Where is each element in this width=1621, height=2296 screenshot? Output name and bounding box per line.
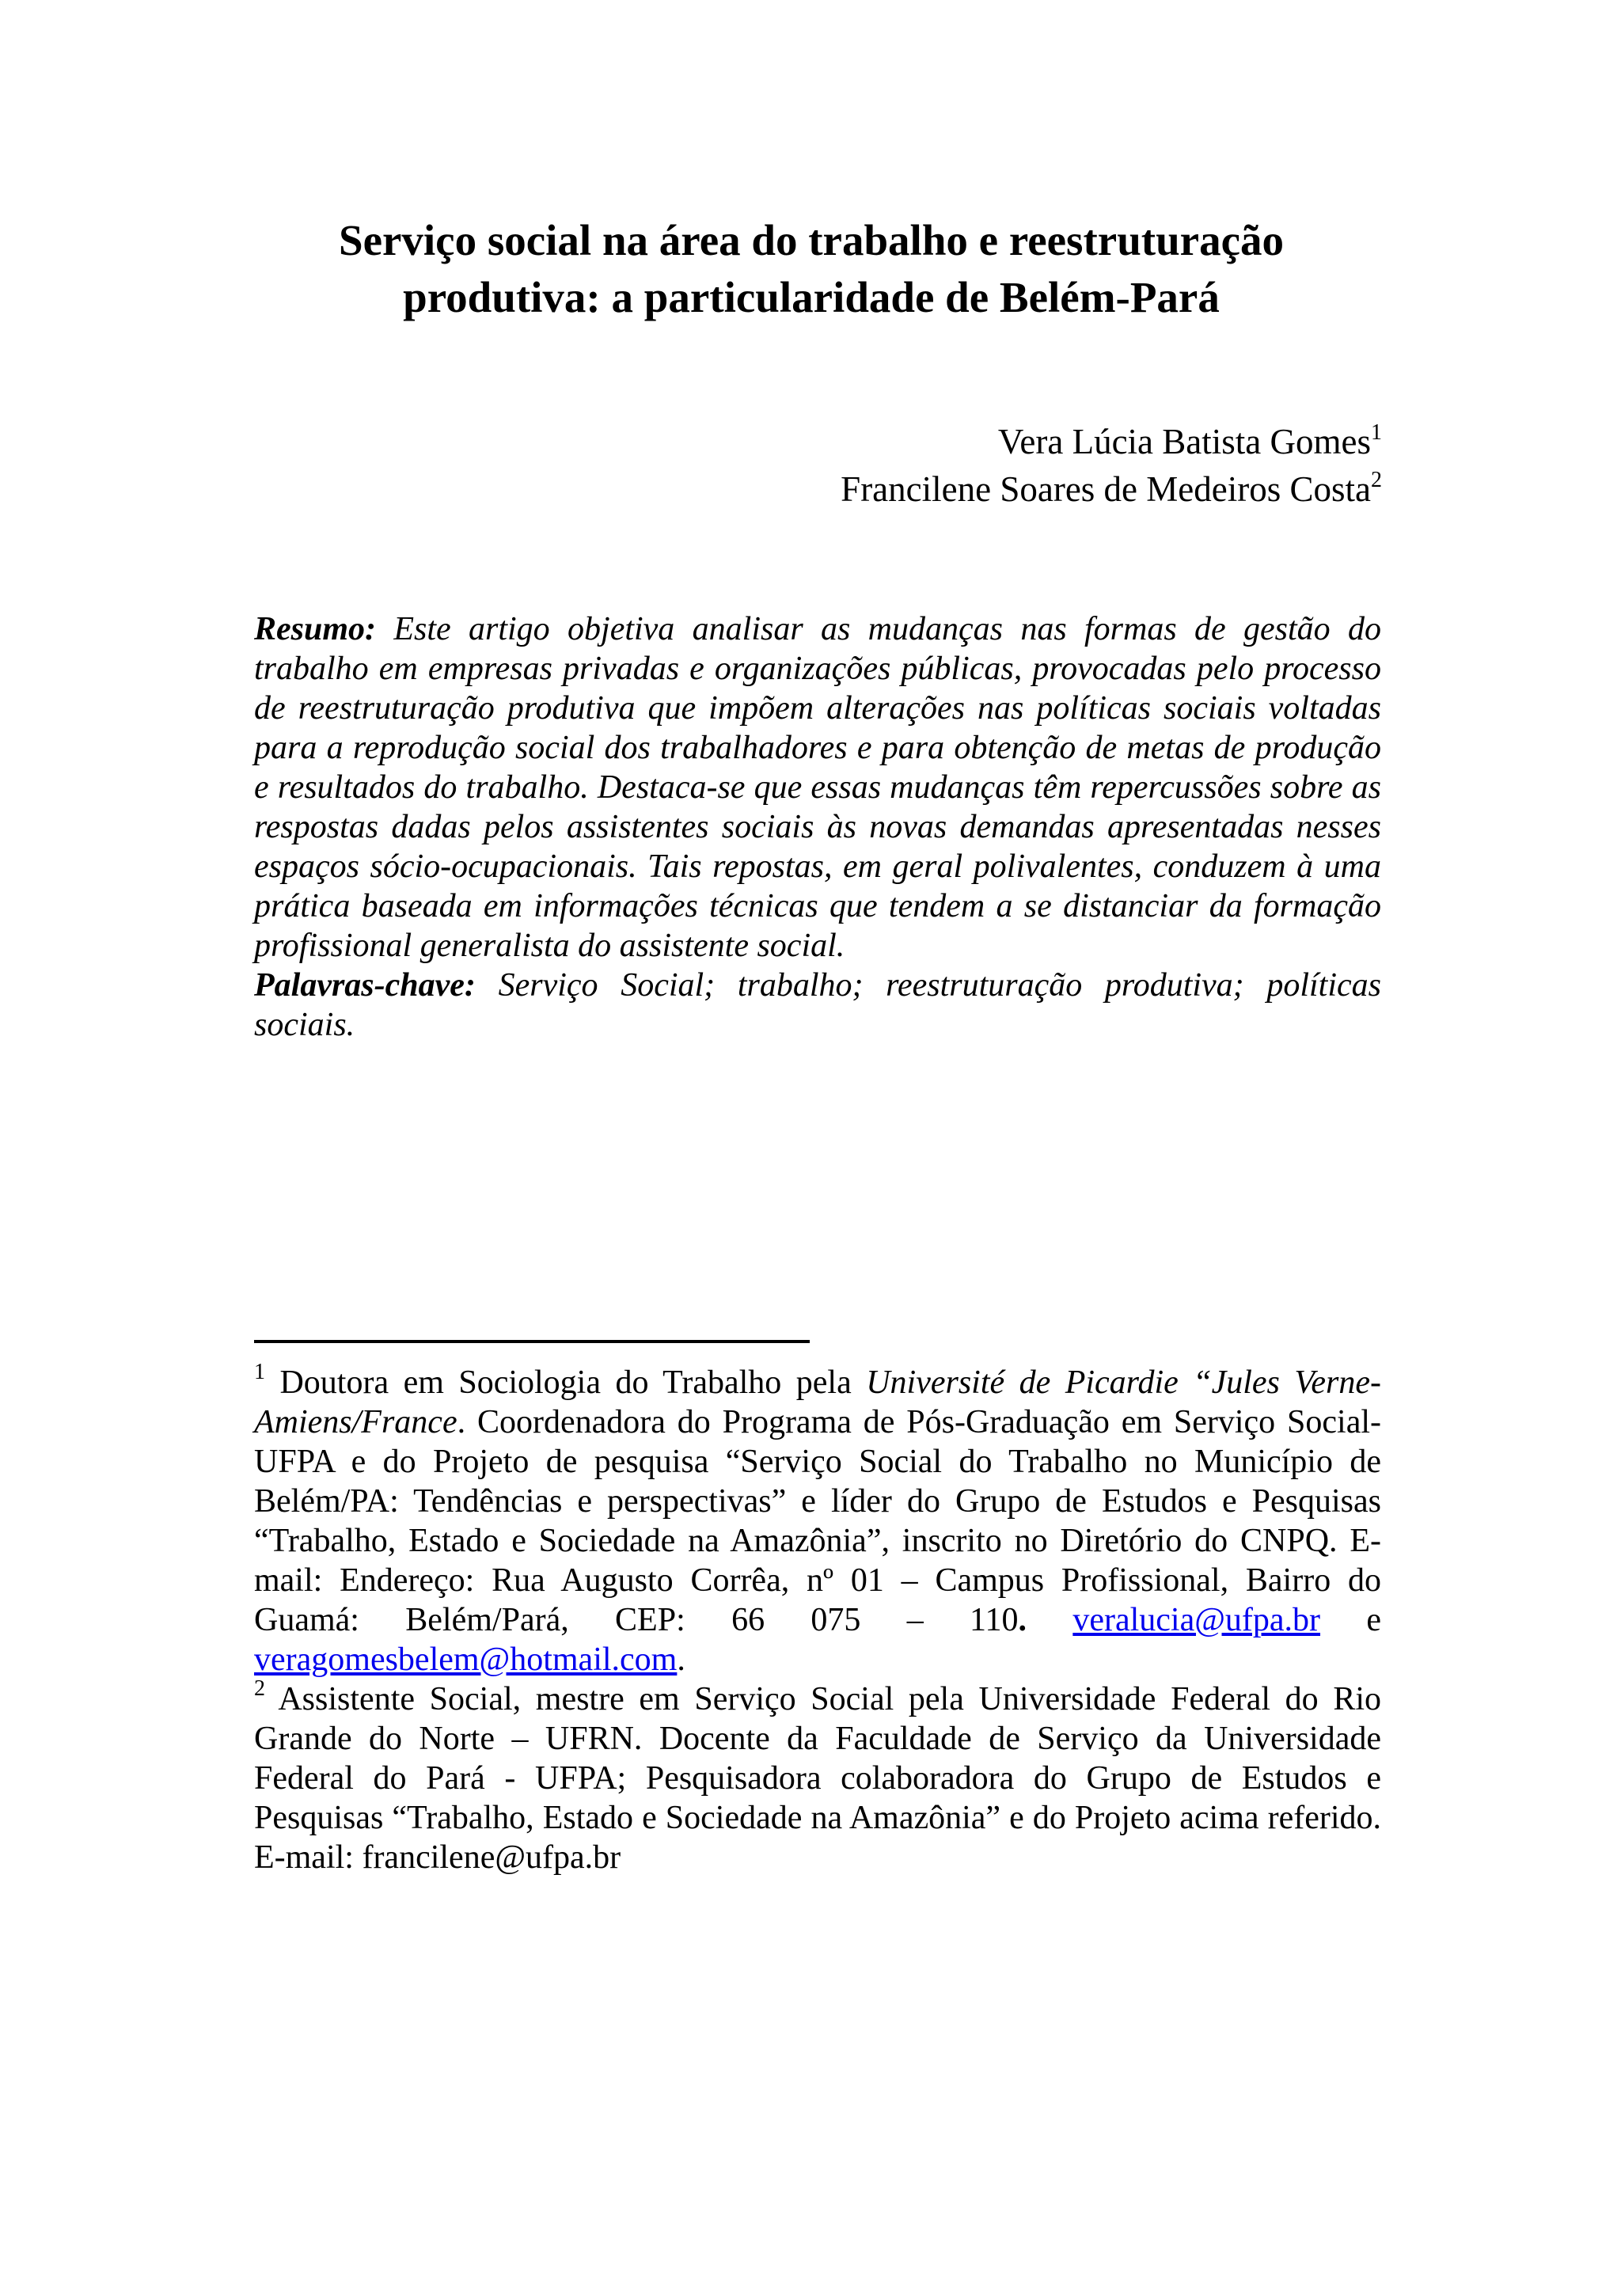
footnote-2-text: Assistente Social, mestre em Serviço Social pela Universidade Federal do Rio Grande do Norte – UFRN. Docente da Faculdade de Serviço da Universidade Federal do Pará - UFPA; Pesquisadora colaboradora do Grupo de Estudos e Pesquisas “Trabalho, Estado e Sociedade na Amazônia” e do Projeto acima referido. E-mail: francilene@ufpa.br <box>254 1681 1382 1876</box>
footnotes <box>254 1360 1382 1877</box>
author-2-footnote-mark[interactable]: 2 <box>1371 468 1382 492</box>
footnote-separator <box>254 1340 810 1343</box>
email-link-veralucia[interactable]: veralucia@ufpa.br <box>1072 1602 1321 1638</box>
author-2-name: Francilene Soares de Medeiros Costa <box>841 469 1371 509</box>
footnote-1-institution: Université de Picardie “Jules Verne-Amiens/France <box>254 1364 1381 1440</box>
title-line-2: produtiva: a particularidade de Belém-Pará <box>403 273 1220 321</box>
abstract <box>254 609 1381 1045</box>
abstract-label: Resumo: <box>254 611 377 647</box>
footnote-1-joiner: e <box>1320 1602 1381 1638</box>
author-list <box>841 418 1382 513</box>
abstract-text: Este artigo objetiva analisar as mudanças nas formas de gestão do trabalho em empresas privadas e organizações públicas, provocadas pelo processo de reestruturação produtiva que impõem alterações nas políticas sociais voltadas para a reprodução social dos trabalhadores e para obtenção de metas de produção e resultados do trabalho. Destaca-se que essas mudanças têm repercussões sobre as respostas dadas pelos assistentes sociais às novas demandas apresentadas nesses espaços sócio-ocupacionais. Tais repostas, em geral polivalentes, conduzem à uma prática baseada em informações técnicas que tendem a se distanciar da formação profissional generalista do assistente social. <box>254 611 1382 964</box>
email-link-veragomesbelem[interactable]: veragomesbelem@hotmail.com <box>254 1641 678 1678</box>
footnote-1-text: . Coordenadora do Programa de Pós-Graduação em Serviço Social-UFPA e do Projeto de pesquisa “Serviço Social do Trabalho no Município de Belém/PA: Tendências e perspectivas” e líder do Grupo de Estudos e Pesquisas “Trabalho, Estado e Sociedade na Amazônia”, inscrito no Diretório do CNPQ. E-mail: Endereço: Rua Augusto Corrêa, nº 01 – Campus Profissional, Bairro do Guamá: Belém/Pará, CEP: 66 075 – 110 <box>254 1404 1381 1638</box>
footnote-1-end-dot: . <box>1018 1602 1027 1638</box>
author-1-footnote-mark[interactable]: 1 <box>1371 420 1382 445</box>
author-2 <box>841 465 1382 513</box>
title-line-1: Serviço social na área do trabalho e reestruturação <box>338 216 1285 264</box>
footnote-2-mark: 2 <box>254 1676 265 1701</box>
keywords-label: Palavras-chave: <box>254 967 476 1004</box>
author-1-name: Vera Lúcia Batista Gomes <box>997 422 1371 461</box>
footnote-1-mark: 1 <box>254 1360 265 1384</box>
keywords-text: Serviço Social; trabalho; reestruturação produtiva; políticas sociais. <box>254 967 1381 1043</box>
abstract-paragraph <box>254 609 1381 966</box>
footnote-1 <box>254 1360 1381 1679</box>
footnote-1-tail: . <box>677 1641 685 1678</box>
paper-title <box>253 212 1369 326</box>
footnote-1-lead: Doutora em Sociologia do Trabalho pela <box>279 1364 867 1401</box>
author-1 <box>841 418 1382 465</box>
keywords-paragraph <box>254 966 1381 1045</box>
footnote-2 <box>254 1676 1382 1877</box>
